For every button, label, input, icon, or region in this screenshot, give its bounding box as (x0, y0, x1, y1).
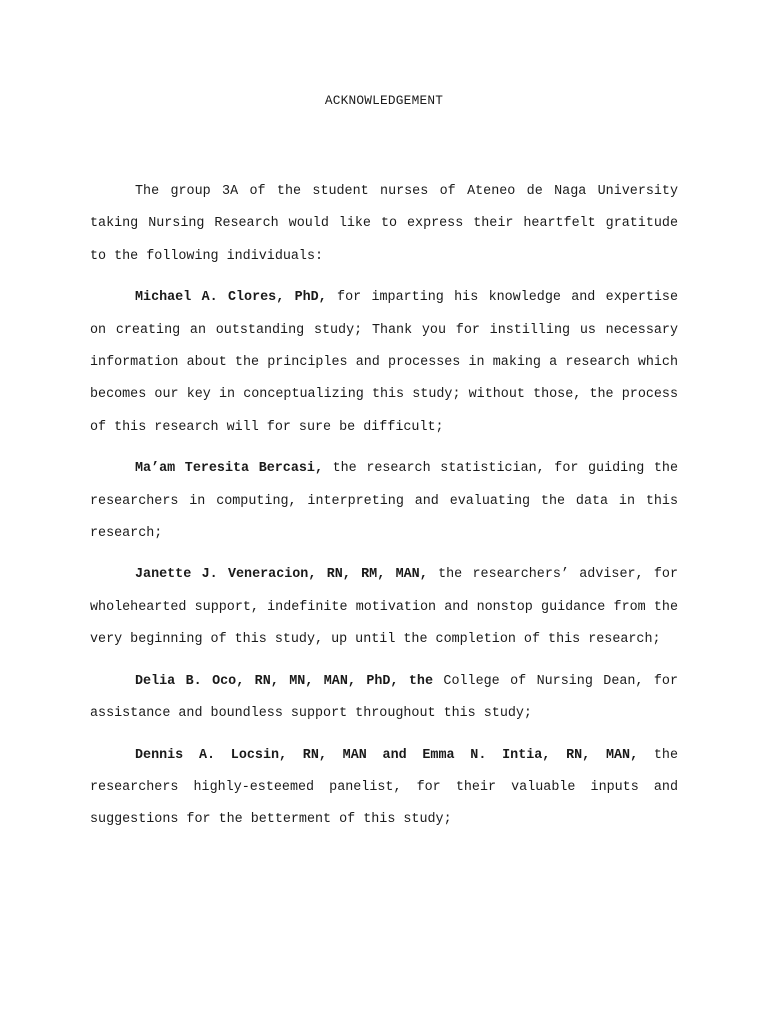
acknowledgement-paragraph-oco (90, 666, 678, 731)
paragraph-text: the researchers’ adviser, for wholehearted support, indefinite motivation and nonstop guidance from the very beginning of this study, up until the completion of this research; (90, 567, 678, 648)
page-title: ACKNOWLEDGEMENT (324, 93, 444, 108)
person-name: Janette J. Veneracion, RN, RM, MAN, (135, 567, 428, 583)
acknowledgement-paragraph-clores (90, 282, 678, 444)
paragraph-text: for imparting his knowledge and expertise on creating an outstanding study; Thank you for instilling us necessary information about the principles and processes in making a research which becomes our key in conceptualizing this study; without those, the process of this research will for sure be difficult; (90, 290, 678, 435)
person-name: Ma’am Teresita Bercasi, (135, 461, 323, 477)
person-name: Delia B. Oco, RN, MN, MAN, PhD, the (135, 673, 433, 689)
paragraph-text: the research statistician, for guiding the researchers in computing, interpreting and evaluating the data in this research; (90, 461, 678, 542)
paragraph-text: College of Nursing Dean, for assistance and boundless support throughout this study; (90, 673, 678, 722)
acknowledgement-body (90, 176, 678, 846)
person-name: Dennis A. Locsin, RN, MAN and Emma N. Intia, RN, MAN, (135, 747, 639, 763)
person-name: Michael A. Clores, PhD, (135, 290, 327, 306)
intro-text: The group 3A of the student nurses of Ateneo de Naga University taking Nursing Research would like to express their heartfelt gratitude to the following individuals: (90, 184, 678, 264)
acknowledgement-paragraph-veneracion (90, 559, 678, 656)
intro-paragraph (90, 176, 678, 273)
acknowledgement-paragraph-panelists (90, 740, 678, 837)
paragraph-text: the researchers highly-esteemed panelist, for their valuable inputs and suggestions for the betterment of this study; (90, 747, 678, 828)
acknowledgement-paragraph-bercasi (90, 453, 678, 550)
